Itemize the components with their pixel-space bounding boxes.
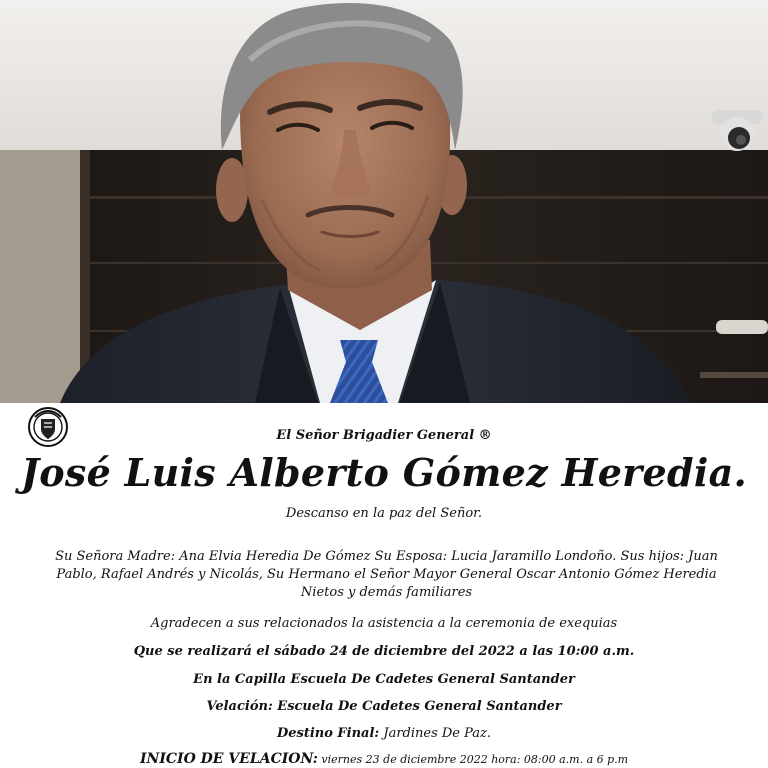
rest-in-peace-line: Descanso en la paz del Señor. — [285, 506, 483, 521]
final-destination-value: Jardines De Paz. — [379, 726, 492, 741]
wake-start-label: INICIO DE VELACION: — [140, 751, 318, 767]
wake-location: Velación: Escuela De Cadetes General Santander — [206, 699, 562, 714]
ceremony-date: Que se realizará el sábado 24 de diciembre del 2022 a las 10:00 a.m. — [133, 644, 635, 659]
wake-start — [140, 751, 628, 767]
notice-intro: El Señor Brigadier General ® — [276, 428, 492, 443]
ceremony-location: En la Capilla Escuela De Cadetes General Santander — [193, 672, 575, 687]
final-destination-label: Destino Final: — [276, 726, 380, 741]
deceased-name: José Luis Alberto Gómez Heredia. — [20, 450, 748, 495]
thanks-line: Agradecen a sus relacionados la asistencia a la ceremonia de exequias — [150, 616, 618, 631]
final-destination — [0, 726, 768, 741]
family-members: Su Señora Madre: Ana Elvia Heredia De Gómez Su Esposa: Lucia Jaramillo Londoño. Sus hijos: Juan Pablo, Rafael Andrés y Nicolás, Su Hermano el Señor Mayor General Oscar Antonio Gómez Heredia Nietos y demás familiares — [55, 549, 718, 600]
wake-start-value: viernes 23 de diciembre 2022 hora: 08:00 a.m. a 6 p.m — [317, 753, 629, 766]
